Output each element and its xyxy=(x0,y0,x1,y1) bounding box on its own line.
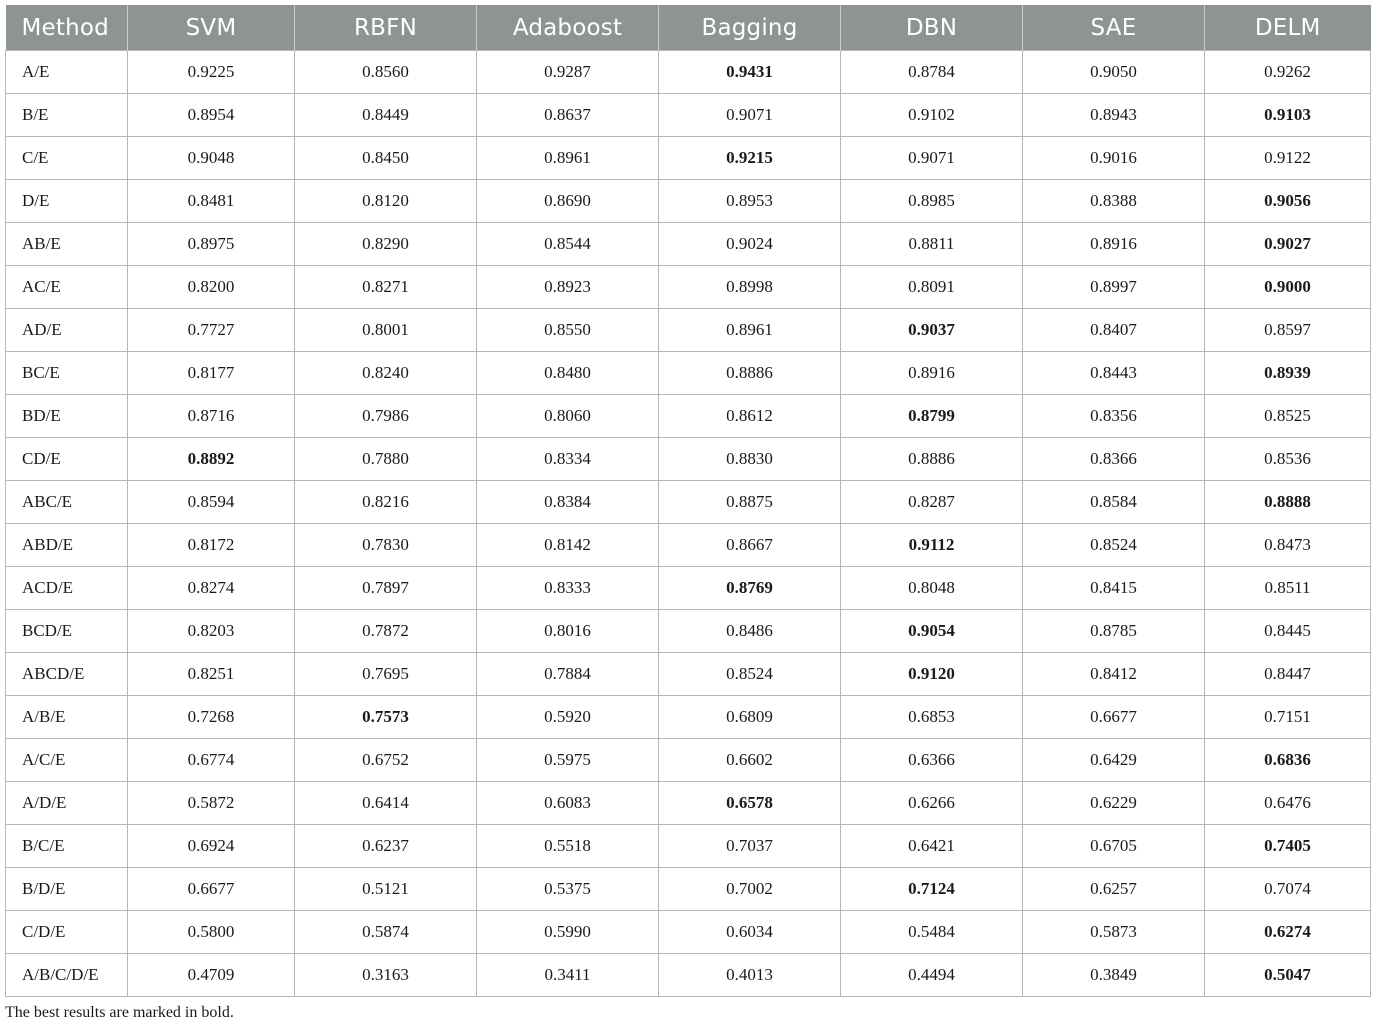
value-cell: 0.8975 xyxy=(128,223,295,266)
value-cell: 0.8560 xyxy=(295,51,477,94)
value-cell: 0.6414 xyxy=(295,782,477,825)
value-cell: 0.8953 xyxy=(659,180,841,223)
value-cell: 0.8943 xyxy=(1023,94,1205,137)
value-cell: 0.6677 xyxy=(128,868,295,911)
method-cell: BCD/E xyxy=(6,610,128,653)
value-cell: 0.9071 xyxy=(659,94,841,137)
best-value-cell: 0.9103 xyxy=(1205,94,1371,137)
method-cell: B/D/E xyxy=(6,868,128,911)
value-cell: 0.6257 xyxy=(1023,868,1205,911)
method-cell: A/B/E xyxy=(6,696,128,739)
table-row xyxy=(6,782,1371,825)
value-cell: 0.7002 xyxy=(659,868,841,911)
value-cell: 0.8998 xyxy=(659,266,841,309)
value-cell: 0.7037 xyxy=(659,825,841,868)
method-cell: A/E xyxy=(6,51,128,94)
value-cell: 0.8177 xyxy=(128,352,295,395)
value-cell: 0.8216 xyxy=(295,481,477,524)
table-body xyxy=(6,51,1371,997)
best-value-cell: 0.9037 xyxy=(841,309,1023,352)
best-value-cell: 0.6274 xyxy=(1205,911,1371,954)
value-cell: 0.8356 xyxy=(1023,395,1205,438)
best-value-cell: 0.9112 xyxy=(841,524,1023,567)
value-cell: 0.6853 xyxy=(841,696,1023,739)
value-cell: 0.6034 xyxy=(659,911,841,954)
column-header-method: Method xyxy=(6,5,128,51)
table-row xyxy=(6,610,1371,653)
value-cell: 0.8594 xyxy=(128,481,295,524)
value-cell: 0.8550 xyxy=(477,309,659,352)
value-cell: 0.6266 xyxy=(841,782,1023,825)
value-cell: 0.6602 xyxy=(659,739,841,782)
table-row xyxy=(6,94,1371,137)
value-cell: 0.8536 xyxy=(1205,438,1371,481)
value-cell: 0.9016 xyxy=(1023,137,1205,180)
method-cell: AC/E xyxy=(6,266,128,309)
value-cell: 0.6229 xyxy=(1023,782,1205,825)
column-header-adaboost: Adaboost xyxy=(477,5,659,51)
column-header-sae: SAE xyxy=(1023,5,1205,51)
value-cell: 0.8612 xyxy=(659,395,841,438)
value-cell: 0.7727 xyxy=(128,309,295,352)
method-cell: D/E xyxy=(6,180,128,223)
value-cell: 0.8544 xyxy=(477,223,659,266)
table-row xyxy=(6,868,1371,911)
value-cell: 0.9287 xyxy=(477,51,659,94)
table-row xyxy=(6,266,1371,309)
table-row xyxy=(6,954,1371,997)
value-cell: 0.9262 xyxy=(1205,51,1371,94)
value-cell: 0.3849 xyxy=(1023,954,1205,997)
method-cell: BD/E xyxy=(6,395,128,438)
value-cell: 0.5873 xyxy=(1023,911,1205,954)
table-row xyxy=(6,51,1371,94)
table-row xyxy=(6,825,1371,868)
method-cell: B/C/E xyxy=(6,825,128,868)
value-cell: 0.8524 xyxy=(659,653,841,696)
value-cell: 0.4494 xyxy=(841,954,1023,997)
value-cell: 0.8048 xyxy=(841,567,1023,610)
value-cell: 0.9024 xyxy=(659,223,841,266)
value-cell: 0.8886 xyxy=(659,352,841,395)
value-cell: 0.8916 xyxy=(1023,223,1205,266)
table-row xyxy=(6,911,1371,954)
table-row xyxy=(6,739,1371,782)
method-cell: A/B/C/D/E xyxy=(6,954,128,997)
column-header-svm: SVM xyxy=(128,5,295,51)
method-cell: AB/E xyxy=(6,223,128,266)
value-cell: 0.8875 xyxy=(659,481,841,524)
value-cell: 0.8511 xyxy=(1205,567,1371,610)
best-value-cell: 0.9056 xyxy=(1205,180,1371,223)
value-cell: 0.8271 xyxy=(295,266,477,309)
value-cell: 0.8447 xyxy=(1205,653,1371,696)
value-cell: 0.9048 xyxy=(128,137,295,180)
best-value-cell: 0.8799 xyxy=(841,395,1023,438)
value-cell: 0.4709 xyxy=(128,954,295,997)
value-cell: 0.5121 xyxy=(295,868,477,911)
value-cell: 0.7872 xyxy=(295,610,477,653)
value-cell: 0.8412 xyxy=(1023,653,1205,696)
value-cell: 0.8830 xyxy=(659,438,841,481)
value-cell: 0.7830 xyxy=(295,524,477,567)
value-cell: 0.8333 xyxy=(477,567,659,610)
table-row xyxy=(6,481,1371,524)
header-row xyxy=(6,5,1371,51)
value-cell: 0.8450 xyxy=(295,137,477,180)
value-cell: 0.8486 xyxy=(659,610,841,653)
table-header xyxy=(6,5,1371,51)
value-cell: 0.8091 xyxy=(841,266,1023,309)
table-row xyxy=(6,352,1371,395)
method-cell: CD/E xyxy=(6,438,128,481)
value-cell: 0.5920 xyxy=(477,696,659,739)
value-cell: 0.8637 xyxy=(477,94,659,137)
best-value-cell: 0.8769 xyxy=(659,567,841,610)
value-cell: 0.8923 xyxy=(477,266,659,309)
value-cell: 0.6924 xyxy=(128,825,295,868)
value-cell: 0.7268 xyxy=(128,696,295,739)
value-cell: 0.8060 xyxy=(477,395,659,438)
value-cell: 0.7986 xyxy=(295,395,477,438)
column-header-rbfn: RBFN xyxy=(295,5,477,51)
value-cell: 0.8251 xyxy=(128,653,295,696)
value-cell: 0.5975 xyxy=(477,739,659,782)
best-value-cell: 0.8888 xyxy=(1205,481,1371,524)
value-cell: 0.8142 xyxy=(477,524,659,567)
value-cell: 0.3163 xyxy=(295,954,477,997)
value-cell: 0.8667 xyxy=(659,524,841,567)
method-cell: ABD/E xyxy=(6,524,128,567)
value-cell: 0.8001 xyxy=(295,309,477,352)
value-cell: 0.9102 xyxy=(841,94,1023,137)
best-value-cell: 0.5047 xyxy=(1205,954,1371,997)
value-cell: 0.5484 xyxy=(841,911,1023,954)
table-row xyxy=(6,309,1371,352)
value-cell: 0.6774 xyxy=(128,739,295,782)
value-cell: 0.8449 xyxy=(295,94,477,137)
value-cell: 0.6809 xyxy=(659,696,841,739)
best-value-cell: 0.9431 xyxy=(659,51,841,94)
best-value-cell: 0.7405 xyxy=(1205,825,1371,868)
value-cell: 0.7880 xyxy=(295,438,477,481)
value-cell: 0.8886 xyxy=(841,438,1023,481)
method-cell: ACD/E xyxy=(6,567,128,610)
method-cell: B/E xyxy=(6,94,128,137)
value-cell: 0.8443 xyxy=(1023,352,1205,395)
value-cell: 0.8481 xyxy=(128,180,295,223)
column-header-dbn: DBN xyxy=(841,5,1023,51)
value-cell: 0.7695 xyxy=(295,653,477,696)
value-cell: 0.5800 xyxy=(128,911,295,954)
table-row xyxy=(6,395,1371,438)
method-cell: C/D/E xyxy=(6,911,128,954)
best-value-cell: 0.8892 xyxy=(128,438,295,481)
value-cell: 0.9225 xyxy=(128,51,295,94)
method-cell: AD/E xyxy=(6,309,128,352)
value-cell: 0.9050 xyxy=(1023,51,1205,94)
value-cell: 0.8584 xyxy=(1023,481,1205,524)
value-cell: 0.7897 xyxy=(295,567,477,610)
method-cell: A/C/E xyxy=(6,739,128,782)
value-cell: 0.8290 xyxy=(295,223,477,266)
table-row xyxy=(6,696,1371,739)
value-cell: 0.8200 xyxy=(128,266,295,309)
value-cell: 0.8388 xyxy=(1023,180,1205,223)
value-cell: 0.6366 xyxy=(841,739,1023,782)
best-value-cell: 0.8939 xyxy=(1205,352,1371,395)
value-cell: 0.6237 xyxy=(295,825,477,868)
value-cell: 0.9122 xyxy=(1205,137,1371,180)
value-cell: 0.8240 xyxy=(295,352,477,395)
value-cell: 0.8473 xyxy=(1205,524,1371,567)
table-row xyxy=(6,567,1371,610)
method-cell: C/E xyxy=(6,137,128,180)
value-cell: 0.5990 xyxy=(477,911,659,954)
value-cell: 0.8203 xyxy=(128,610,295,653)
value-cell: 0.7151 xyxy=(1205,696,1371,739)
value-cell: 0.6429 xyxy=(1023,739,1205,782)
value-cell: 0.8784 xyxy=(841,51,1023,94)
value-cell: 0.6421 xyxy=(841,825,1023,868)
value-cell: 0.8954 xyxy=(128,94,295,137)
best-value-cell: 0.9000 xyxy=(1205,266,1371,309)
value-cell: 0.8334 xyxy=(477,438,659,481)
value-cell: 0.8274 xyxy=(128,567,295,610)
value-cell: 0.6705 xyxy=(1023,825,1205,868)
value-cell: 0.6476 xyxy=(1205,782,1371,825)
value-cell: 0.8961 xyxy=(477,137,659,180)
best-value-cell: 0.7573 xyxy=(295,696,477,739)
table-row xyxy=(6,223,1371,266)
value-cell: 0.8524 xyxy=(1023,524,1205,567)
value-cell: 0.8690 xyxy=(477,180,659,223)
value-cell: 0.3411 xyxy=(477,954,659,997)
best-value-cell: 0.6836 xyxy=(1205,739,1371,782)
value-cell: 0.6677 xyxy=(1023,696,1205,739)
value-cell: 0.8016 xyxy=(477,610,659,653)
value-cell: 0.7884 xyxy=(477,653,659,696)
value-cell: 0.8415 xyxy=(1023,567,1205,610)
table-row xyxy=(6,524,1371,567)
value-cell: 0.8120 xyxy=(295,180,477,223)
value-cell: 0.8916 xyxy=(841,352,1023,395)
method-cell: BC/E xyxy=(6,352,128,395)
value-cell: 0.4013 xyxy=(659,954,841,997)
value-cell: 0.8172 xyxy=(128,524,295,567)
value-cell: 0.8985 xyxy=(841,180,1023,223)
value-cell: 0.8997 xyxy=(1023,266,1205,309)
method-cell: ABCD/E xyxy=(6,653,128,696)
column-header-delm: DELM xyxy=(1205,5,1371,51)
value-cell: 0.8287 xyxy=(841,481,1023,524)
best-value-cell: 0.9120 xyxy=(841,653,1023,696)
value-cell: 0.7074 xyxy=(1205,868,1371,911)
value-cell: 0.8525 xyxy=(1205,395,1371,438)
value-cell: 0.8961 xyxy=(659,309,841,352)
table-row xyxy=(6,653,1371,696)
value-cell: 0.8597 xyxy=(1205,309,1371,352)
value-cell: 0.6083 xyxy=(477,782,659,825)
results-table xyxy=(5,5,1371,997)
table-footnote: The best results are marked in bold. xyxy=(5,1004,234,1021)
value-cell: 0.8366 xyxy=(1023,438,1205,481)
value-cell: 0.5375 xyxy=(477,868,659,911)
value-cell: 0.5518 xyxy=(477,825,659,868)
method-cell: ABC/E xyxy=(6,481,128,524)
column-header-bagging: Bagging xyxy=(659,5,841,51)
value-cell: 0.9071 xyxy=(841,137,1023,180)
value-cell: 0.8407 xyxy=(1023,309,1205,352)
method-cell: A/D/E xyxy=(6,782,128,825)
value-cell: 0.8785 xyxy=(1023,610,1205,653)
value-cell: 0.8811 xyxy=(841,223,1023,266)
value-cell: 0.6752 xyxy=(295,739,477,782)
value-cell: 0.5874 xyxy=(295,911,477,954)
value-cell: 0.8445 xyxy=(1205,610,1371,653)
table-row xyxy=(6,180,1371,223)
best-value-cell: 0.6578 xyxy=(659,782,841,825)
table-row xyxy=(6,438,1371,481)
value-cell: 0.5872 xyxy=(128,782,295,825)
table-row xyxy=(6,137,1371,180)
best-value-cell: 0.7124 xyxy=(841,868,1023,911)
value-cell: 0.8480 xyxy=(477,352,659,395)
best-value-cell: 0.9027 xyxy=(1205,223,1371,266)
value-cell: 0.8384 xyxy=(477,481,659,524)
best-value-cell: 0.9054 xyxy=(841,610,1023,653)
best-value-cell: 0.9215 xyxy=(659,137,841,180)
value-cell: 0.8716 xyxy=(128,395,295,438)
